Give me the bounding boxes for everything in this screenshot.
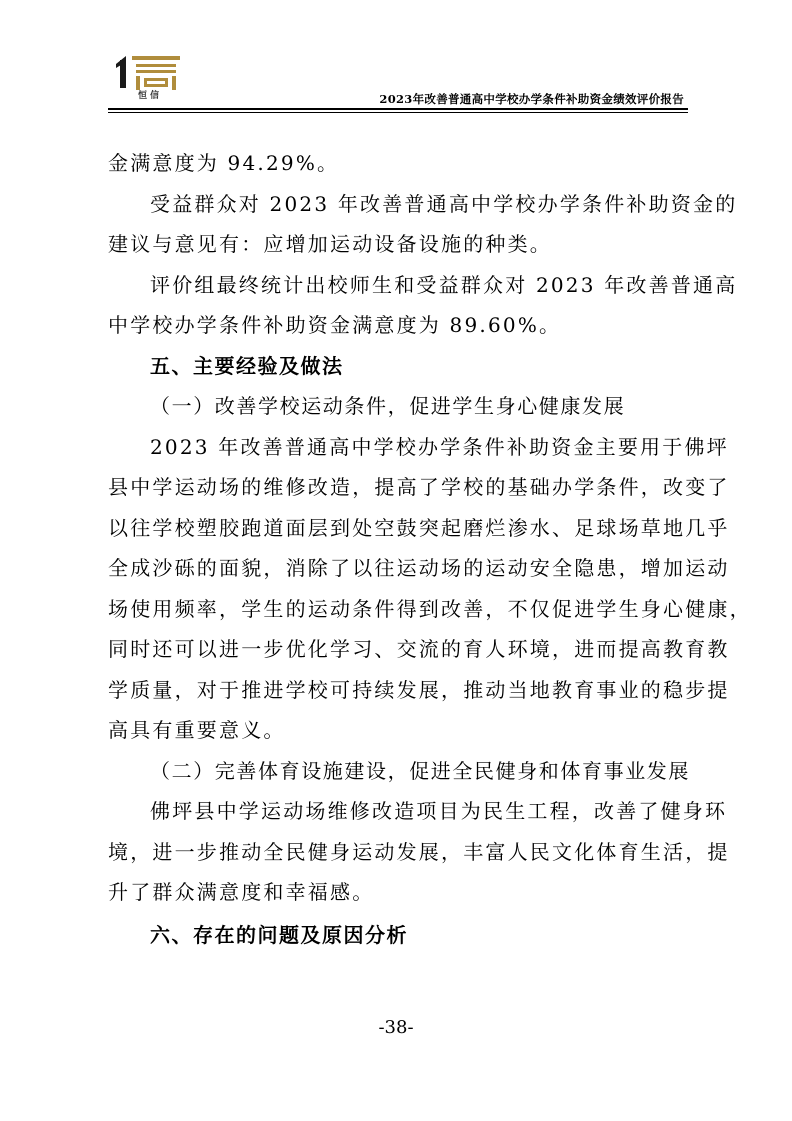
logo-mark-icon [112, 52, 186, 92]
text-line: 学质量，对于推进学校可持续发展，推动当地教育事业的稳步提 [108, 677, 730, 702]
section-heading-6: 六、存在的问题及原因分析 [150, 922, 408, 947]
header-divider-thin [108, 112, 688, 113]
subsection-heading-1: （一）改善学校运动条件，促进学生身心健康发展 [150, 394, 626, 418]
text-line: 场使用频率，学生的运动条件得到改善，不仅促进学生身心健康， [108, 596, 752, 621]
text-line: 升了群众满意度和幸福感。 [108, 880, 375, 904]
text-line: 受益群众对 2023 年改善普通高中学校办学条件补助资金的 [150, 191, 738, 216]
document-body [108, 143, 752, 955]
text-line: 县中学运动场的维修改造，提高了学校的基础办学条件，改变了 [108, 475, 730, 499]
text-line: 评价组最终统计出校师生和受益群众对 2023 年改善普通高 [150, 272, 738, 297]
text-line: 佛坪县中学运动场维修改造项目为民生工程，改善了健身环 [150, 799, 728, 823]
logo-text: 恒信 [138, 91, 163, 101]
text-line: 境，进一步推动全民健身运动发展，丰富人民文化体育生活，提 [108, 839, 730, 864]
text-line: 建议与意见有：应增加运动设备设施的种类。 [108, 232, 552, 256]
text-line: 高具有重要意义。 [108, 718, 286, 742]
header-divider [108, 108, 688, 110]
text-line: 同时还可以进一步优化学习、交流的育人环境，进而提高教育教 [108, 637, 730, 661]
text-line: 2023 年改善普通高中学校办学条件补助资金主要用于佛坪 [150, 434, 729, 459]
subsection-heading-2: （二）完善体育设施建设，促进全民健身和体育事业发展 [150, 758, 690, 783]
report-header-title: 2023年改善普通高中学校办学条件补助资金绩效评价报告 [379, 92, 684, 106]
text-line: 中学校办学条件补助资金满意度为 89.60%。 [108, 313, 562, 337]
section-heading-5: 五、主要经验及做法 [150, 353, 344, 378]
page-number: -38- [378, 1017, 414, 1038]
text-line: 金满意度为 94.29%。 [108, 151, 340, 175]
text-line: 全成沙砾的面貌，消除了以往运动场的运动安全隐患，增加运动 [108, 556, 730, 580]
text-line: 以往学校塑胶跑道面层到处空鼓突起磨烂渗水、足球场草地几乎 [108, 515, 730, 540]
